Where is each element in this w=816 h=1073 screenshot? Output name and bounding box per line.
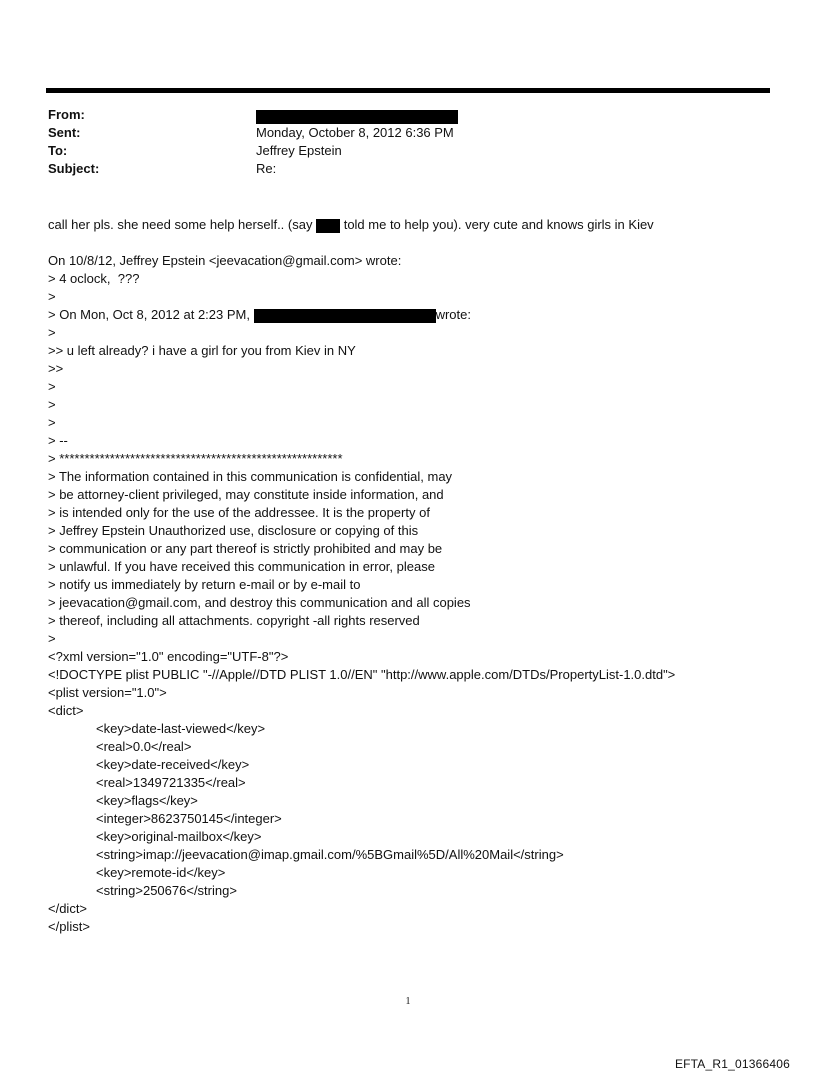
quote-line: > 4 oclock, ??? (48, 271, 140, 286)
xml-dict-line: <key>flags</key> (96, 793, 198, 808)
redaction-bar (254, 309, 436, 323)
from-label: From: (48, 107, 85, 122)
disclaimer-line: > notify us immediately by return e-mail or by e-mail to (48, 577, 361, 592)
quote-line: > (48, 325, 56, 340)
disclaimer-line: > be attorney-client privileged, may constitute inside information, and (48, 487, 444, 502)
quote-line-on-mon (48, 306, 675, 324)
subject-value: Re: (256, 161, 277, 176)
email-header (48, 106, 748, 186)
quote-line: > (48, 631, 56, 646)
quote-line: > (48, 397, 56, 412)
disclaimer-line: > thereof, including all attachments. copyright -all rights reserved (48, 613, 420, 628)
disclaimer-line: > Jeffrey Epstein Unauthorized use, disclosure or copying of this (48, 523, 419, 538)
xml-dict-line: <key>date-last-viewed</key> (96, 721, 266, 736)
xml-dict-line: <key>date-received</key> (96, 757, 250, 772)
from-value-redacted (256, 107, 458, 125)
xml-dict-line: <string>imap://jeevacation@imap.gmail.com/%5BGmail%5D/All%20Mail</string> (96, 847, 564, 862)
to-label: To: (48, 143, 68, 158)
disclaimer-line: > unlawful. If you have received this communication in error, please (48, 559, 435, 574)
redaction-bar (256, 110, 458, 124)
quote-line: > (48, 379, 56, 394)
page-number: 1 (405, 996, 411, 1007)
bates-number: EFTA_R1_01366406 (674, 1057, 790, 1071)
email-body (48, 216, 675, 936)
wrote-text: wrote: (435, 307, 471, 322)
xml-line: </dict> (48, 901, 88, 916)
sent-value: Monday, October 8, 2012 6:36 PM (256, 125, 454, 140)
opening-text-part2: told me to help you). very cute and knows girls in Kiev (340, 217, 654, 232)
xml-line: </plist> (48, 919, 90, 934)
xml-dict-line: <key>remote-id</key> (96, 865, 226, 880)
disclaimer-line: > is intended only for the use of the addressee. It is the property of (48, 505, 430, 520)
quote-line: > (48, 415, 56, 430)
disclaimer-line: > communication or any part thereof is strictly prohibited and may be (48, 541, 443, 556)
quote-line: > (48, 289, 56, 304)
opening-line (48, 216, 675, 234)
xml-line: <?xml version="1.0" encoding="UTF-8"?> (48, 649, 289, 664)
xml-line: <plist version="1.0"> (48, 685, 167, 700)
header-rule (46, 88, 770, 93)
xml-dict-line: <real>1349721335</real> (96, 775, 246, 790)
quote-line: > ******************************************************** (48, 451, 343, 466)
on-mon-text: > On Mon, Oct 8, 2012 at 2:23 PM, (48, 307, 254, 322)
xml-dict-line: <real>0.0</real> (96, 739, 192, 754)
quote-line: >> (48, 361, 64, 376)
quote-line: > -- (48, 433, 68, 448)
to-value: Jeffrey Epstein (256, 143, 342, 158)
xml-line: <!DOCTYPE plist PUBLIC "-//Apple//DTD PLIST 1.0//EN" "http://www.apple.com/DTDs/PropertyList-1.0.dtd"> (48, 667, 676, 682)
xml-dict-line: <integer>8623750145</integer> (96, 811, 282, 826)
disclaimer-line: > The information contained in this communication is confidential, may (48, 469, 453, 484)
xml-dict-line: <string>250676</string> (96, 883, 237, 898)
redaction-bar (316, 219, 340, 233)
quote-line: On 10/8/12, Jeffrey Epstein <jeevacation@gmail.com> wrote: (48, 253, 402, 268)
sent-label: Sent: (48, 125, 81, 140)
disclaimer-line: > jeevacation@gmail.com, and destroy this communication and all copies (48, 595, 471, 610)
quote-line: >> u left already? i have a girl for you from Kiev in NY (48, 343, 356, 358)
xml-line: <dict> (48, 703, 84, 718)
subject-label: Subject: (48, 161, 100, 176)
xml-dict-line: <key>original-mailbox</key> (96, 829, 262, 844)
opening-text-part1: call her pls. she need some help herself.. (say (48, 217, 317, 232)
